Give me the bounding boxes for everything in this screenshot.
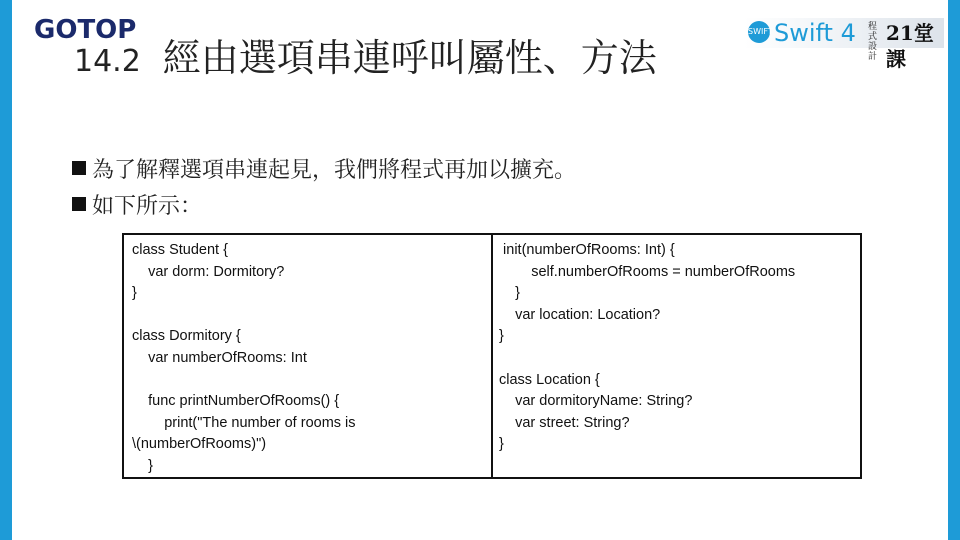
section-title: 經由選項串連呼叫屬性、方法 bbox=[162, 36, 657, 80]
code-line: class Student { bbox=[132, 242, 228, 258]
code-line: func printNumberOfRooms() { bbox=[132, 393, 340, 410]
code-line: var dorm: Dormitory? bbox=[132, 263, 285, 280]
code-line: class Location { bbox=[499, 371, 600, 388]
right-accent-bar bbox=[948, 0, 960, 540]
code-line: var dormitoryName: String? bbox=[499, 393, 693, 410]
code-table bbox=[122, 233, 862, 479]
code-line: var street: String? bbox=[499, 414, 630, 431]
series-banner bbox=[744, 18, 944, 71]
code-line: } bbox=[132, 457, 153, 474]
code-line: } bbox=[499, 328, 504, 345]
bullet-text: 為了解釋選項串連起見，我們將程式再加以擴充。 bbox=[92, 157, 577, 183]
bullet-text: 如下所示： bbox=[92, 193, 203, 219]
series-course: 21堂課 bbox=[886, 21, 934, 71]
code-line: self.numberOfRooms = numberOfRooms bbox=[499, 263, 796, 280]
left-accent-bar bbox=[0, 0, 12, 540]
code-line: } bbox=[132, 285, 137, 302]
code-line: \(numberOfRooms)") bbox=[132, 436, 267, 453]
slide-title bbox=[74, 34, 657, 86]
code-line: print("The number of rooms is bbox=[132, 414, 356, 431]
bullet-item bbox=[72, 150, 576, 186]
bullet-list bbox=[72, 150, 576, 222]
code-line: var numberOfRooms: Int bbox=[132, 349, 307, 366]
publisher-logo: GOTOP bbox=[34, 15, 137, 45]
code-line bbox=[132, 370, 491, 392]
series-subtitle: 程式設計 bbox=[868, 22, 878, 62]
code-column-right bbox=[493, 235, 860, 477]
square-bullet-icon bbox=[72, 197, 86, 211]
square-bullet-icon bbox=[72, 161, 86, 175]
bullet-item bbox=[72, 186, 576, 222]
section-number: 14.2 bbox=[74, 44, 141, 79]
series-badge-icon: SWIFT bbox=[748, 21, 770, 43]
code-line: } bbox=[499, 285, 520, 302]
code-line bbox=[132, 305, 491, 327]
series-name: Swift 4 bbox=[774, 19, 856, 47]
code-line bbox=[499, 348, 860, 370]
code-line: init(numberOfRooms: Int) { bbox=[499, 242, 675, 258]
code-column-left bbox=[124, 235, 493, 477]
code-line: } bbox=[499, 436, 504, 453]
code-line: class Dormitory { bbox=[132, 328, 241, 345]
code-line: var location: Location? bbox=[499, 306, 661, 323]
